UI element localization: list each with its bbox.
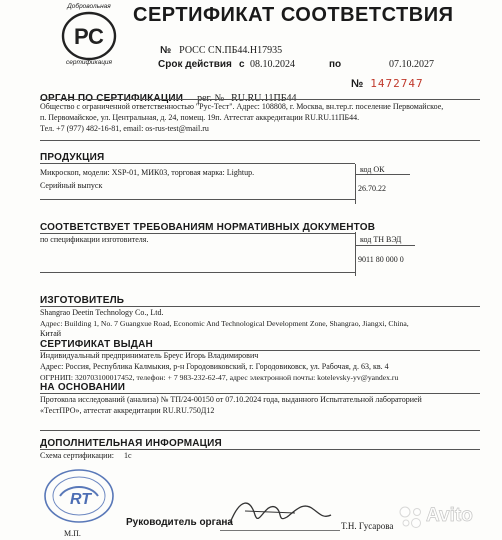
rule-product-bottom [40, 199, 355, 200]
body-line-2: п. Первомайское, ул. Центральная, д. 24, помещ. 19п. Аттестат аккредитации RU.RU.11ПБ44. [40, 113, 360, 122]
tnved-box-line [355, 245, 415, 246]
seal-stamp [40, 466, 118, 526]
logo-top-text: Добровольная [67, 3, 111, 10]
tnved-code: 9011 80 000 0 [358, 255, 404, 264]
avito-dots-icon [398, 504, 424, 530]
basis-heading: НА ОСНОВАНИИ [40, 382, 126, 393]
avito-text: Avito [426, 505, 473, 526]
ok-box-border [355, 164, 356, 204]
seal-text: RT [70, 491, 92, 508]
basis-line-2: «ТестПРО», аттестат аккредитации RU.RU.750Д12 [40, 406, 215, 415]
additional-heading: ДОПОЛНИТЕЛЬНАЯ ИНФОРМАЦИЯ [40, 438, 222, 449]
rst-logo [60, 10, 118, 62]
svg-text:P: P [74, 24, 89, 49]
signature-line [220, 530, 340, 531]
issued-line-3: ОГРНИП: 320703100017452, телефон: + 7 983-232-62-47, адрес электронной почты: kotelevsky-yv@yandex.ru [40, 373, 399, 382]
product-line-1: Микроскоп, модели: XSP-01, МИК03, торговая марка: Lightup. [40, 168, 255, 177]
issued-line-1: Индивидуальный предприниматель Бреус Игорь Владимирович [40, 351, 259, 360]
body-line-3: Тел. +7 (977) 482-16-81, email: os-rus-test@mail.ru [40, 124, 209, 133]
document-title: СЕРТИФИКАТ СООТВЕТСТВИЯ [133, 4, 454, 26]
validity-to-date: 07.10.2027 [389, 59, 434, 70]
ok-label: код ОК [360, 165, 385, 174]
certificate-number: РОСС CN.ПБ44.H17935 [179, 45, 283, 56]
rule-product [40, 163, 355, 164]
conformity-line-1: по спецификации изготовителя. [40, 235, 149, 244]
certificate-number-row [160, 40, 282, 58]
scheme-row [40, 451, 132, 461]
scheme-label: Схема сертификации: [40, 451, 114, 460]
basis-line-1: Протокола исследований (анализа) № ТП/24-00150 от 07.10.2024 года, выданного Испытательной лабораторией [40, 395, 422, 404]
tnved-label: код ТН ВЭД [360, 235, 402, 244]
signature [225, 493, 335, 531]
number-label: № [160, 45, 172, 56]
rule-additional [40, 449, 480, 450]
issued-line-2: Адрес: Россия, Республика Калмыкия, р-н Городовиковский, г. Городовиковск, ул. Рабочая, д. 63, кв. 4 [40, 362, 389, 371]
head-name: Т.Н. Гусарова [341, 521, 394, 531]
issued-to-heading: СЕРТИФИКАТ ВЫДАН [40, 339, 153, 350]
serial-label: № [351, 78, 364, 90]
manufacturer-heading: ИЗГОТОВИТЕЛЬ [40, 295, 125, 306]
head-label: Руководитель органа [126, 517, 233, 528]
signature-icon [225, 493, 335, 531]
scheme-value: 1с [123, 451, 132, 460]
rule-basis [40, 393, 480, 394]
logo-bottom-text: сертификация [65, 59, 113, 66]
avito-watermark [398, 502, 498, 532]
rule-body [40, 99, 480, 100]
svg-text:C: C [88, 24, 104, 49]
rule-conformity-bottom [40, 272, 355, 273]
serial-number: 1472747 [370, 77, 424, 90]
manufacturer-line-1: Shangrao Deetin Technology Co., Ltd. [40, 308, 164, 317]
validity-label: Срок действия [158, 59, 232, 70]
manufacturer-line-3: Китай [40, 329, 62, 338]
rule-conformity [40, 233, 355, 234]
validity-from-label: с [239, 59, 245, 70]
validity-from-date: 08.10.2024 [250, 59, 295, 70]
rule-manufacturer [40, 306, 480, 307]
validity-to-label: по [329, 59, 342, 70]
product-heading: ПРОДУКЦИЯ [40, 152, 105, 163]
rule-basis-bottom [40, 430, 480, 431]
tnved-box-border [355, 232, 356, 276]
rst-logo-icon [60, 10, 118, 62]
serial-row [351, 74, 424, 92]
mp-label: М.П. [64, 529, 81, 538]
manufacturer-line-2: Адрес: Building 1, No. 7 Guangxue Road, Economic And Technological Development Zone, Shangrao, Jiangxi, China, [40, 319, 409, 328]
ok-code: 26.70.22 [358, 184, 386, 193]
rule-body-bottom [40, 140, 480, 141]
seal-icon [40, 466, 118, 526]
body-line-1: Общество с ограниченной ответственностью "Рус-Тест". Адрес: 108808, г. Москва, вн.тер.г. поселение Первомайское, [40, 102, 444, 111]
product-line-2: Серийный выпуск [40, 181, 103, 190]
conformity-heading: СООТВЕТСТВУЕТ ТРЕБОВАНИЯМ НОРМАТИВНЫХ ДОКУМЕНТОВ [40, 222, 376, 233]
